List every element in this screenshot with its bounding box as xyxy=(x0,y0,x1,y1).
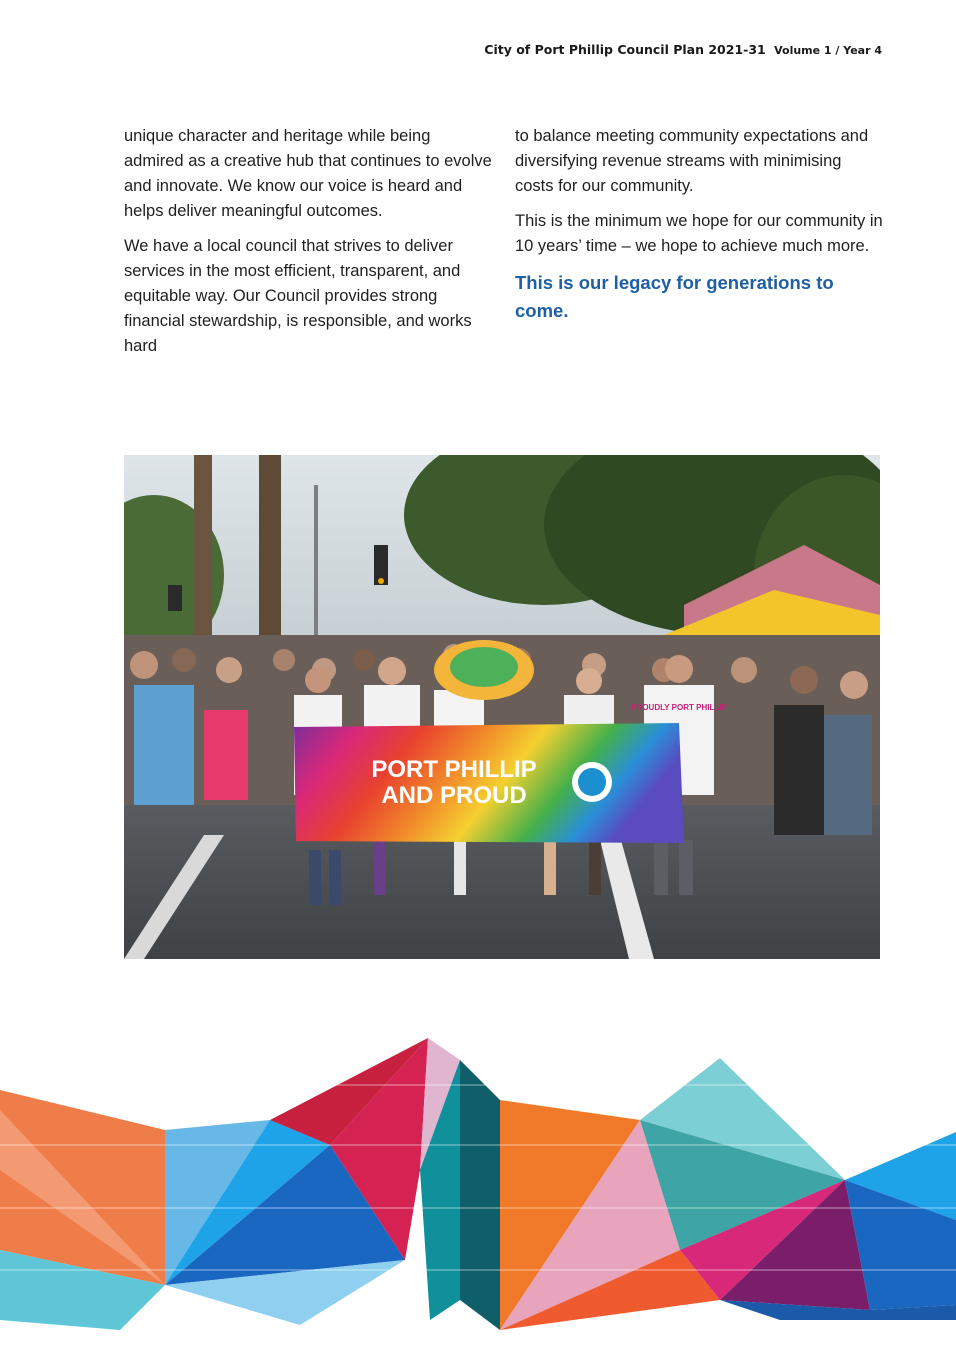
photo-illustration xyxy=(124,455,880,959)
paragraph: This is the minimum we hope for our community in 10 years’ time – we hope to achieve much more. xyxy=(515,212,883,255)
shirt-text: PROUDLY PORT PHILLIP xyxy=(631,703,727,712)
text-column-left xyxy=(124,124,492,369)
geometric-decoration xyxy=(0,1020,956,1369)
legacy-statement: This is our legacy for generations to come. xyxy=(515,272,834,321)
pride-march-photo xyxy=(124,455,880,959)
banner-line-2: AND PROUD xyxy=(381,782,527,809)
banner-line-1: PORT PHILLIP xyxy=(371,756,537,783)
text-column-right xyxy=(515,124,883,335)
volume-label: Volume 1 / Year 4 xyxy=(774,44,882,57)
paragraph: We have a local council that strives to deliver services in the most efficient, transparent, and equitable way. Our Council provides strong financial stewardship, is responsible, and works hard xyxy=(124,237,472,355)
paragraph: to balance meeting community expectations and diversifying revenue streams with minimising costs for our community. xyxy=(515,127,869,195)
document-title: City of Port Phillip Council Plan 2021-31 xyxy=(484,42,766,57)
paragraph: unique character and heritage while being admired as a creative hub that continues to evolve and innovate. We know our voice is heard and helps deliver meaningful outcomes. xyxy=(124,127,492,220)
page-header xyxy=(484,42,882,57)
